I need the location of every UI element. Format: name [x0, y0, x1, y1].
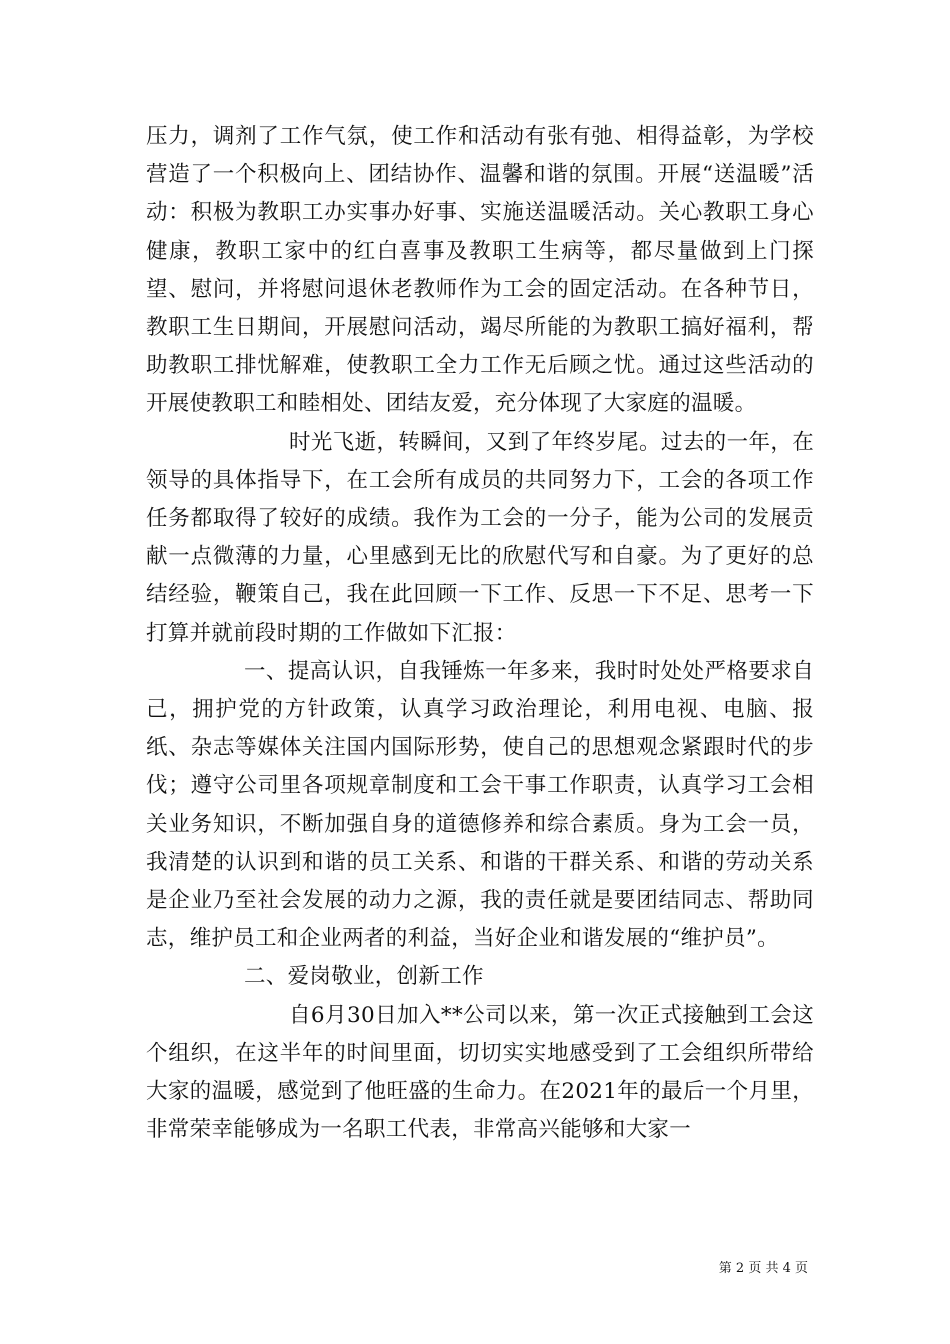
paragraph-year-end-intro: 时光飞逝，转瞬间，又到了年终岁尾。过去的一年，在领导的具体指导下，在工会所有成员的共同努力下，工会的各项工作任务都取得了较好的成绩。我作为工会的一分子，能为公司的发展贡献一点微薄的力量，心里感到无比的欣慰代写和自豪。为了更好的总结经验，鞭策自己，我在此回顾一下工作、反思一下不足、思考一下打算并就前段时期的工作做如下汇报：: [146, 429, 814, 646]
page-footer: 第 2 页 共 4 页: [718, 1261, 808, 1276]
document-body: [146, 118, 814, 1149]
paragraph-care-activities: 压力，调剂了工作气氛，使工作和活动有张有弛、相得益彰，为学校营造了一个积极向上、团结协作、温馨和谐的氛围。开展“送温暖”活动：积极为教职工办实事办好事、实施送温暖活动。关心教职工身心健康，教职工家中的红白喜事及教职工生病等，都尽量做到上门探望、慰问，并将慰问退休老教师作为工会的固定活动。在各种节日，教职工生日期间，开展慰问活动，竭尽所能的为教职工搞好福利，帮助教职工排忧解难，使教职工全力工作无后顾之忧。通过这些活动的开展使教职工和睦相处、团结友爱，充分体现了大家庭的温暖。: [146, 124, 814, 417]
paragraph-section-one: 一、提高认识，自我锤炼一年多来，我时时处处严格要求自己，拥护党的方针政策，认真学习政治理论，利用电视、电脑、报纸、杂志等媒体关注国内国际形势，使自己的思想观念紧跟时代的步伐；遵守公司里各项规章制度和工会干事工作职责，认真学习工会相关业务知识，不断加强自身的道德修养和综合素质。身为工会一员，我清楚的认识到和谐的员工关系、和谐的干群关系、和谐的劳动关系是企业乃至社会发展的动力之源，我的责任就是要团结同志、帮助同志，维护员工和企业两者的利益，当好企业和谐发展的“维护员”。: [146, 658, 814, 952]
heading-section-two: 二、爱岗敬业，创新工作: [244, 964, 484, 990]
paragraph-section-two-body: 自6月30日加入**公司以来，第一次正式接触到工会这个组织，在这半年的时间里面，切切实实地感受到了工会组织所带给大家的温暖，感觉到了他旺盛的生命力。在2021年的最后一个月里，非常荣幸能够成为一名职工代表，非常高兴能够和大家一: [146, 1002, 814, 1143]
